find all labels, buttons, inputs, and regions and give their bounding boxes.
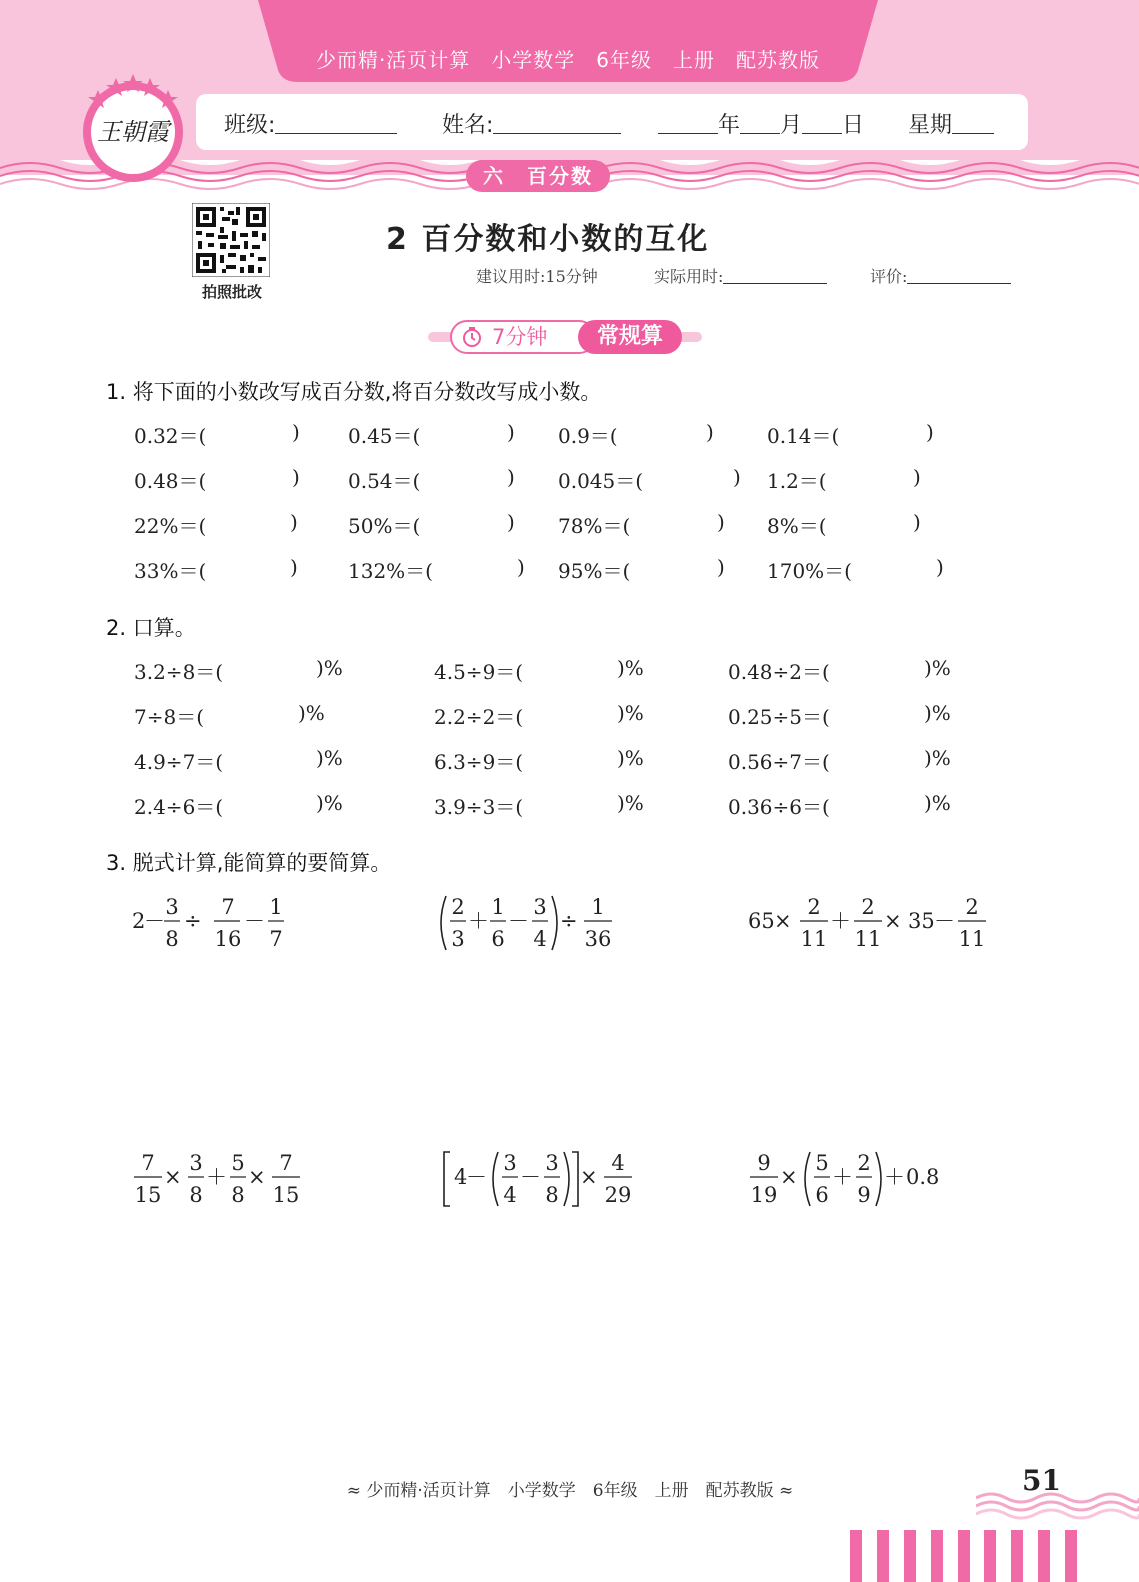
mental-math-item: 0.56÷7＝(: [728, 750, 830, 774]
expr1-den: 8: [165, 927, 179, 951]
answer-blank-close[interactable]: )%: [924, 791, 951, 815]
answer-blank-close[interactable]: )%: [316, 746, 343, 770]
answer-blank-close[interactable]: ): [717, 510, 725, 534]
expr4-den: 15: [134, 1183, 162, 1207]
answer-blank-close[interactable]: ): [290, 510, 298, 534]
mental-math-item: 3.2÷8＝(: [134, 660, 224, 684]
conversion-item: 132%＝(: [348, 559, 433, 583]
expr3-term: 65: [748, 909, 775, 933]
mental-math-item: 2.4÷6＝(: [134, 795, 224, 819]
expr6-op: ＋: [832, 1165, 853, 1189]
expr5-term: 4: [454, 1165, 468, 1189]
answer-blank-close[interactable]: ): [507, 465, 515, 489]
answer-blank-close[interactable]: )%: [924, 746, 951, 770]
section-3-title: 3. 脱式计算,能简算的要简算。: [106, 851, 392, 875]
expr3-num: 2: [861, 895, 875, 919]
expr6-num: 5: [815, 1151, 829, 1175]
expr1-num: 7: [221, 895, 235, 919]
expr4-op: ＋: [206, 1165, 227, 1189]
expr5-right-paren: [564, 1152, 569, 1206]
expr1-den: 16: [214, 927, 242, 951]
conversion-item: 0.14＝(: [767, 424, 840, 448]
actual-time-field[interactable]: [654, 264, 827, 287]
class-label: 班级:: [224, 113, 276, 138]
weekday-label: 星期: [908, 113, 953, 138]
mental-math-item: 0.36÷6＝(: [728, 795, 830, 819]
evaluation-field[interactable]: [870, 264, 1011, 287]
answer-blank-close[interactable]: )%: [924, 656, 951, 680]
answer-blank-close[interactable]: ): [292, 420, 300, 444]
answer-blank-close[interactable]: ): [717, 555, 725, 579]
answer-blank-close[interactable]: ): [913, 510, 921, 534]
chapter-badge: 六 百分数: [466, 160, 610, 192]
name-field[interactable]: [442, 108, 621, 139]
year-label: 年: [718, 113, 741, 138]
expr1-op: －: [144, 909, 165, 933]
expr6-num: 9: [757, 1151, 771, 1175]
expr3-term: 35: [908, 909, 935, 933]
expression-5: [440, 1146, 640, 1212]
expr1-term: 2: [132, 909, 146, 933]
expr2-den: 6: [491, 927, 505, 951]
answer-blank-close[interactable]: ): [517, 555, 525, 579]
evaluation-input-line[interactable]: [907, 264, 1011, 284]
conversion-item: 0.54＝(: [348, 469, 421, 493]
expr5-op: －: [520, 1165, 541, 1189]
conversion-item: 50%＝(: [348, 514, 421, 538]
actual-time-input-line[interactable]: [723, 264, 827, 284]
clock-icon: [462, 327, 482, 347]
answer-blank-close[interactable]: ): [507, 420, 515, 444]
conversion-item: 0.9＝(: [558, 424, 618, 448]
conversion-item: 22%＝(: [134, 514, 207, 538]
answer-blank-close[interactable]: )%: [617, 791, 644, 815]
expr3-den: 11: [958, 927, 986, 951]
mental-math-item: 2.2÷2＝(: [434, 705, 524, 729]
answer-blank-close[interactable]: )%: [617, 746, 644, 770]
expr3-op: ×: [884, 909, 902, 933]
minutes-text: 7分钟: [492, 325, 548, 349]
lesson-title: 2 百分数和小数的互化: [386, 222, 710, 257]
expr1-den: 7: [269, 927, 283, 951]
expr3-num: 2: [965, 895, 979, 919]
conversion-item: 1.2＝(: [767, 469, 827, 493]
name-input-line[interactable]: [493, 112, 621, 134]
answer-blank-close[interactable]: ): [936, 555, 944, 579]
weekday-input-line[interactable]: [952, 112, 994, 134]
answer-blank-close[interactable]: ): [913, 465, 921, 489]
answer-blank-close[interactable]: ): [290, 555, 298, 579]
expr2-op: ÷: [560, 909, 578, 933]
name-label: 姓名:: [442, 113, 494, 138]
mental-math-item: 7÷8＝(: [134, 705, 205, 729]
expr4-den: 8: [189, 1183, 203, 1207]
expr6-op: ×: [780, 1165, 798, 1189]
svg-text:王朝霞: 王朝霞: [97, 118, 169, 146]
conversion-item: 78%＝(: [558, 514, 631, 538]
class-input-line[interactable]: [275, 112, 397, 134]
expr5-num: 3: [545, 1151, 559, 1175]
answer-blank-close[interactable]: ): [733, 465, 741, 489]
expr1-num: 3: [165, 895, 179, 919]
expr4-den: 15: [272, 1183, 300, 1207]
conversion-item: 8%＝(: [767, 514, 827, 538]
expr1-op: －: [244, 909, 265, 933]
mental-math-item: 6.3÷9＝(: [434, 750, 524, 774]
conversion-item: 0.32＝(: [134, 424, 207, 448]
year-input-line[interactable]: [658, 112, 718, 134]
publisher-logo: [76, 70, 190, 184]
expression-2: [436, 890, 626, 956]
expr2-op: －: [508, 909, 529, 933]
expr5-den: 4: [503, 1183, 517, 1207]
actual-time-label: 实际用时:: [654, 267, 724, 286]
exercise-type-pill: 常规算: [578, 320, 682, 354]
answer-blank-close[interactable]: )%: [617, 656, 644, 680]
day-input-line[interactable]: [802, 112, 842, 134]
conversion-item: 0.48＝(: [134, 469, 207, 493]
conversion-item: 170%＝(: [767, 559, 852, 583]
expr6-op: ＋: [884, 1165, 905, 1189]
expr5-left-bracket: [444, 1152, 450, 1206]
expr3-op: ×: [774, 909, 792, 933]
expr6-den: 9: [857, 1183, 871, 1207]
date-field[interactable]: [658, 108, 864, 139]
expr3-op: －: [934, 909, 955, 933]
expr6-den: 6: [815, 1183, 829, 1207]
expr2-num: 1: [591, 895, 605, 919]
expr2-num: 3: [533, 895, 547, 919]
expr2-den: 36: [584, 927, 612, 951]
conversion-item: 95%＝(: [558, 559, 631, 583]
expr3-op: ＋: [830, 909, 851, 933]
conversion-item: 0.045＝(: [558, 469, 644, 493]
expr4-num: 7: [141, 1151, 155, 1175]
expr4-den: 8: [231, 1183, 245, 1207]
expr6-right-paren: [876, 1152, 881, 1206]
weekday-field[interactable]: [908, 108, 994, 139]
expr1-num: 1: [269, 895, 283, 919]
expression-1: [132, 890, 302, 956]
mental-math-item: 0.25÷5＝(: [728, 705, 830, 729]
expr2-left-paren: [441, 896, 446, 950]
answer-blank-close[interactable]: ): [292, 465, 300, 489]
expr4-num: 7: [279, 1151, 293, 1175]
footer-stripes: [846, 1530, 976, 1582]
expr2-den: 3: [451, 927, 465, 951]
expr2-num: 2: [451, 895, 465, 919]
expr2-num: 1: [491, 895, 505, 919]
expr5-den: 8: [545, 1183, 559, 1207]
month-label: 月: [780, 113, 803, 138]
mental-math-item: 4.5÷9＝(: [434, 660, 524, 684]
conversion-item: 33%＝(: [134, 559, 207, 583]
section-1-title: 1. 将下面的小数改写成百分数,将百分数改写成小数。: [106, 380, 602, 404]
expr5-right-bracket: [572, 1152, 578, 1206]
answer-blank-close[interactable]: )%: [924, 701, 951, 725]
answer-blank-close[interactable]: ): [926, 420, 934, 444]
expr2-right-paren: [552, 896, 557, 950]
series-title: 少而精·活页计算 小学数学 6年级 上册 配苏教版: [315, 48, 821, 72]
expression-4: [132, 1146, 312, 1212]
answer-blank-close[interactable]: ): [706, 420, 714, 444]
day-label: 日: [842, 113, 865, 138]
answer-blank-close[interactable]: ): [507, 510, 515, 534]
expr6-num: 2: [857, 1151, 871, 1175]
suggested-time: 建议用时:15分钟: [476, 267, 598, 286]
qr-code-icon[interactable]: [192, 203, 270, 277]
month-input-line[interactable]: [740, 112, 780, 134]
expr1-op: ÷: [184, 909, 202, 933]
answer-blank-close[interactable]: )%: [617, 701, 644, 725]
expr5-num: 4: [611, 1151, 625, 1175]
expr6-left-paren: [805, 1152, 810, 1206]
mental-math-item: 3.9÷3＝(: [434, 795, 524, 819]
footer-series: ≈ 少而精·活页计算 小学数学 6年级 上册 配苏教版 ≈: [346, 1481, 794, 1501]
qr-label: 拍照批改: [201, 283, 262, 301]
page-number: 51: [1022, 1464, 1061, 1497]
section-2-title: 2. 口算。: [106, 616, 196, 640]
expr5-den: 29: [604, 1183, 632, 1207]
class-field[interactable]: [224, 108, 397, 139]
answer-blank-close[interactable]: )%: [298, 701, 325, 725]
expr5-op: ×: [580, 1165, 598, 1189]
expr5-left-paren: [493, 1152, 498, 1206]
conversion-item: 0.45＝(: [348, 424, 421, 448]
expr5-op: －: [466, 1165, 487, 1189]
expression-3: [748, 890, 998, 956]
expr4-op: ×: [248, 1165, 266, 1189]
time-badge: [428, 320, 702, 354]
expr6-term: 0.8: [906, 1165, 940, 1189]
mental-math-item: 0.48÷2＝(: [728, 660, 830, 684]
mental-math-item: 4.9÷7＝(: [134, 750, 224, 774]
expr4-num: 3: [189, 1151, 203, 1175]
answer-blank-close[interactable]: )%: [316, 656, 343, 680]
expr2-op: ＋: [468, 909, 489, 933]
expr3-den: 11: [854, 927, 882, 951]
expr3-num: 2: [807, 895, 821, 919]
evaluation-label: 评价:: [870, 267, 908, 286]
expression-6: [748, 1146, 948, 1212]
expr4-num: 5: [231, 1151, 245, 1175]
answer-blank-close[interactable]: )%: [316, 791, 343, 815]
expr2-den: 4: [533, 927, 547, 951]
expr4-op: ×: [164, 1165, 182, 1189]
expr6-den: 19: [750, 1183, 778, 1207]
expr5-num: 3: [503, 1151, 517, 1175]
expr3-den: 11: [800, 927, 828, 951]
